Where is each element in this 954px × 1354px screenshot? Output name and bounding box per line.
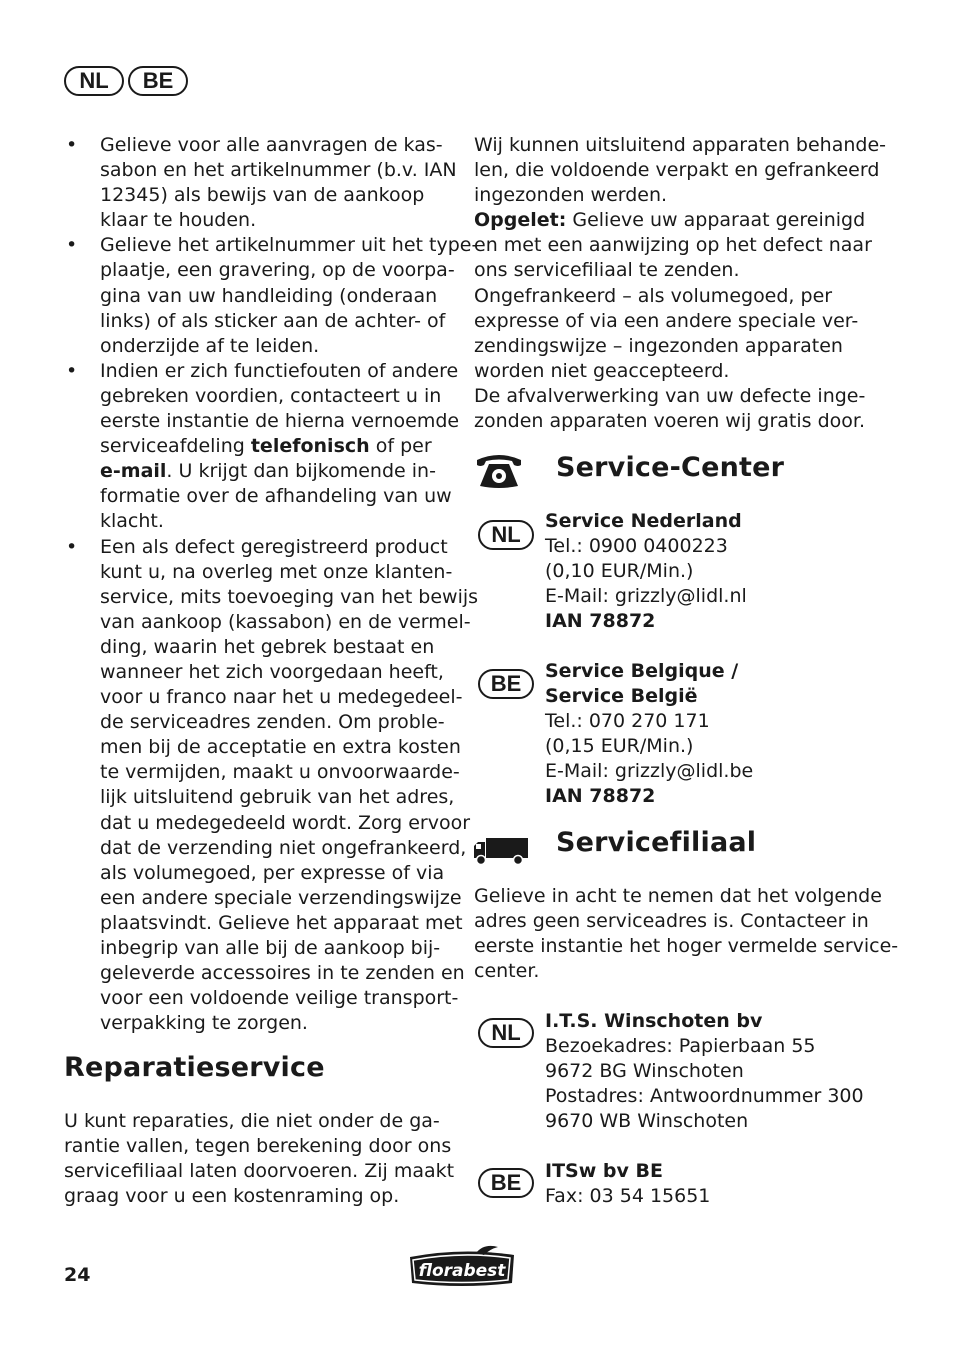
- text-fragment: . U krijgt dan bijkomende in-: [166, 460, 436, 483]
- text-line: te vermijden, maakt u onvoorwaarde-: [100, 761, 460, 784]
- text-line: expresse of via een andere speciale ver-: [474, 309, 859, 332]
- text-line: sabon en het artikelnummer (b.v. IAN: [100, 159, 457, 182]
- text-line: ingezonden werden.: [474, 184, 668, 207]
- company-name: ITSw bv BE: [545, 1160, 663, 1182]
- text-line: [100, 434, 452, 459]
- text-line: U kunt reparaties, die niet onder de ga-: [64, 1110, 440, 1132]
- text-line: voor u franco naar het u medegedeel-: [100, 686, 463, 709]
- servicefiliaal-heading: Servicefiliaal: [556, 827, 757, 858]
- language-badge-nl: [478, 1018, 534, 1048]
- text-line: 12345) als bewijs van de aankoop: [100, 184, 425, 207]
- text-line: eerste instantie het hoger vermelde service-: [474, 935, 899, 957]
- text-line: • Gelieve het artikelnummer uit het type-: [100, 234, 479, 257]
- reparatieservice-text: [64, 1109, 454, 1209]
- text-line: servicefiliaal laten doorvoeren. Zij maakt: [64, 1160, 455, 1182]
- text-line: center.: [474, 960, 540, 982]
- text-line: De afvalverwerking van uw defecte inge-: [474, 384, 866, 407]
- text-line: eerste instantie de hierna vernoemde: [100, 410, 460, 433]
- text-line: formatie over de afhandeling van uw: [100, 485, 452, 508]
- text-line: service, mits toevoeging van het bewijs: [100, 585, 479, 608]
- badge-label: BE: [490, 1170, 522, 1195]
- list-item: [64, 535, 479, 1037]
- text-fragment: Gelieve uw apparaat gereinigd: [566, 209, 866, 232]
- text-line: len, die voldoende verpakt en gefrankeerd: [474, 159, 880, 182]
- emphasis-email: e-mail: [100, 460, 167, 483]
- delivery-truck-icon: [472, 836, 530, 866]
- list-item: [64, 359, 460, 535]
- text-line: adres geen serviceadres is. Contacteer in: [474, 910, 869, 932]
- text-line: zonden apparaten voeren wij gratis door.: [474, 410, 866, 433]
- text-line: • Gelieve voor alle aanvragen de kas-: [100, 134, 443, 156]
- emphasis-telefonisch: telefonisch: [250, 435, 370, 458]
- phone-number: Tel.: 0900 0400223: [545, 535, 728, 557]
- text-fragment: of per: [369, 435, 432, 458]
- reparatieservice-heading: Reparatieservice: [64, 1052, 325, 1083]
- text-line: onderzijde af te leiden.: [100, 334, 320, 357]
- badge-label: NL: [79, 68, 109, 93]
- right-column-intro: [474, 133, 886, 434]
- logo-text: florabest: [418, 1261, 506, 1281]
- text-line: worden niet geaccepteerd.: [474, 359, 730, 382]
- text-line: gina van uw handleiding (onderaan: [100, 284, 438, 307]
- text-fragment: serviceafdeling: [100, 435, 251, 458]
- list-item: [64, 233, 479, 358]
- text-line: klaar te houden.: [100, 209, 257, 232]
- text-line: [100, 459, 452, 484]
- text-line: Gelieve in acht te nemen dat het volgende: [474, 885, 882, 907]
- text-line: graag voor u een kostenraming op.: [64, 1185, 400, 1207]
- text-line: inbegrip van alle bij de aankoop bij-: [100, 937, 441, 959]
- badge-label: BE: [490, 671, 522, 696]
- text-line: verpakking te zorgen.: [100, 1012, 308, 1035]
- ian-number: IAN 78872: [545, 610, 656, 632]
- text-line: plaatsvindt. Gelieve het apparaat met: [100, 911, 463, 934]
- address-line: Postadres: Antwoordnummer 300: [545, 1085, 864, 1107]
- filiaal-belgie-block: [545, 1159, 865, 1209]
- text-line: voor een voldoende veilige transport-: [100, 987, 459, 1010]
- email-address: E-Mail: grizzly@lidl.nl: [545, 585, 747, 607]
- service-title: Service Belgique /: [545, 660, 739, 682]
- address-line: Bezoekadres: Papierbaan 55: [545, 1035, 816, 1057]
- list-item: [64, 133, 457, 233]
- left-column: [64, 133, 479, 1036]
- text-line: Ongefrankeerd – als volumegoed, per: [474, 284, 833, 307]
- text-line: • Indien er zich functiefouten of andere: [100, 359, 459, 382]
- badge-label: NL: [491, 522, 521, 547]
- text-line: dat de verzending niet ongefrankeerd,: [100, 836, 467, 859]
- fax-number: Fax: 03 54 15651: [545, 1185, 711, 1207]
- language-badge-nl: [478, 520, 534, 550]
- text-line: klacht.: [100, 510, 164, 533]
- text-line: geleverde accessoires in te zenden en: [100, 962, 465, 985]
- phone-number: Tel.: 070 270 171: [545, 710, 710, 732]
- company-name: I.T.S. Winschoten bv: [545, 1010, 763, 1032]
- florabest-logo: [406, 1245, 518, 1289]
- service-title: Service België: [545, 685, 698, 707]
- caution-line: [474, 208, 874, 233]
- text-line: gebreken voordien, contacteert u in: [100, 384, 442, 407]
- text-line: Wij kunnen uitsluitend apparaten behande-: [474, 134, 886, 156]
- language-badge-be: [478, 1168, 534, 1198]
- address-line: 9670 WB Winschoten: [545, 1110, 749, 1132]
- text-line: ding, waarin het gebrek bestaat en: [100, 635, 435, 658]
- service-belgie-block: [545, 659, 865, 809]
- service-center-heading: Service-Center: [556, 452, 785, 483]
- text-line: als volumegoed, per expresse of via: [100, 861, 445, 884]
- text-line: van aankoop (kassabon) en de vermel-: [100, 610, 471, 633]
- page-number: 24: [64, 1264, 91, 1286]
- text-line: plaatje, een gravering, op de voorpa-: [100, 259, 455, 282]
- text-line: kunt u, na overleg met onze klanten-: [100, 560, 453, 583]
- text-line: rantie vallen, tegen berekening door ons: [64, 1135, 452, 1157]
- address-line: 9672 BG Winschoten: [545, 1060, 744, 1082]
- text-line: en met een aanwijzing op het defect naar: [474, 234, 872, 257]
- text-line: • Een als defect geregistreerd product: [100, 535, 448, 558]
- text-line: wanneer het zich voorgedaan heeft,: [100, 660, 444, 683]
- language-badge-be: [478, 669, 534, 699]
- text-line: links) of als sticker aan de achter- of: [100, 309, 446, 332]
- text-line: dat u medegedeeld wordt. Zorg ervoor: [100, 811, 471, 834]
- ian-number: IAN 78872: [545, 785, 656, 807]
- badge-label: BE: [142, 68, 174, 93]
- text-line: lijk uitsluitend gebruik van het adres,: [100, 786, 455, 809]
- badge-label: NL: [491, 1020, 521, 1045]
- email-address: E-Mail: grizzly@lidl.be: [545, 760, 754, 782]
- instructions-list: [64, 133, 479, 1036]
- caution-label: Opgelet:: [474, 209, 567, 232]
- service-title: Service Nederland: [545, 510, 742, 532]
- language-badge-nl: [64, 66, 124, 96]
- language-badge-be: [128, 66, 188, 96]
- text-line: een andere speciale verzendingswijze: [100, 886, 462, 909]
- text-line: ons servicefiliaal te zenden.: [474, 259, 740, 282]
- call-rate: (0,10 EUR/Min.): [545, 560, 694, 582]
- call-rate: (0,15 EUR/Min.): [545, 735, 694, 757]
- text-line: de serviceadres zenden. Om proble-: [100, 711, 445, 734]
- text-line: zendingswijze – ingezonden apparaten: [474, 334, 843, 357]
- text-line: men bij de acceptatie en extra kosten: [100, 736, 461, 759]
- servicefiliaal-text: [474, 884, 899, 984]
- filiaal-nederland-block: [545, 1009, 865, 1134]
- service-nederland-block: [545, 509, 865, 634]
- telephone-icon: [474, 450, 524, 490]
